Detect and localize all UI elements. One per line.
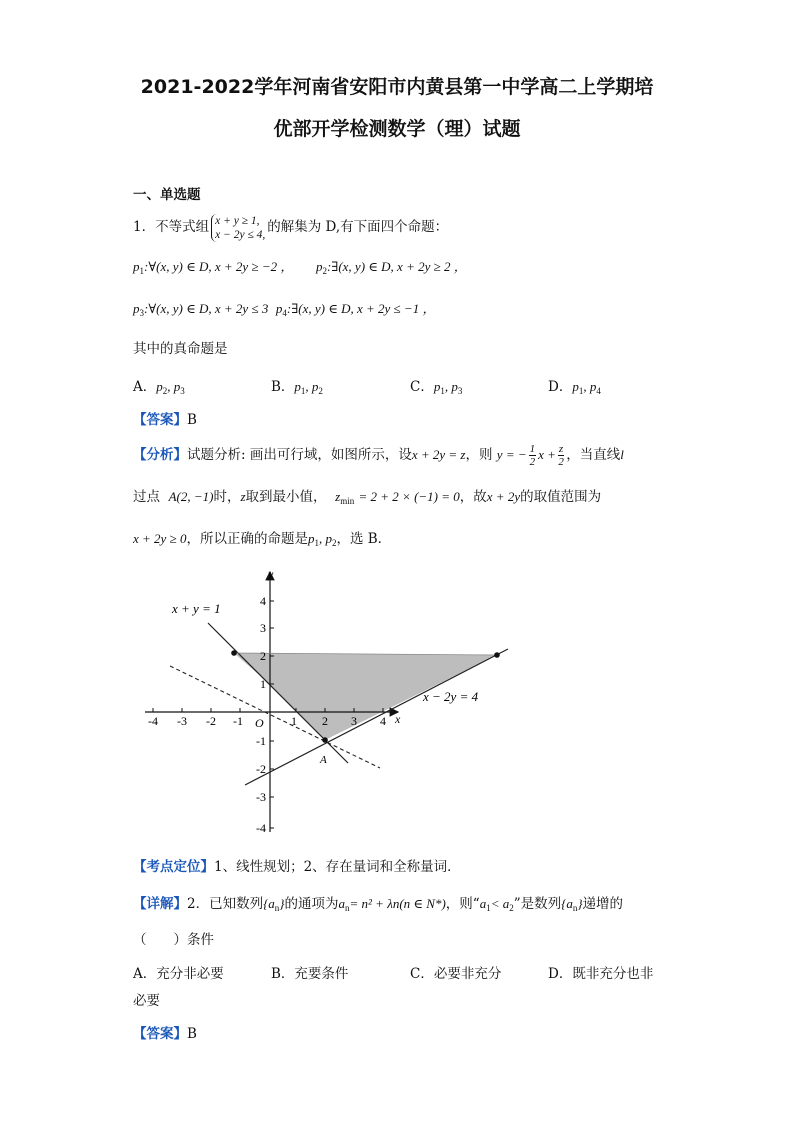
label-line2: x − 2y = 4: [423, 689, 479, 704]
answer-tag: 【答案】: [133, 412, 187, 428]
svg-text:-2: -2: [256, 762, 266, 776]
svg-text:-4: -4: [148, 714, 158, 728]
q2-option-d-continued: 必要: [133, 993, 160, 1009]
svg-text:-1: -1: [233, 714, 243, 728]
prop-p1: :∀(x, y) ∈ D, x + 2y ≥ −2 ，: [144, 259, 294, 274]
svg-text:1: 1: [291, 714, 297, 728]
prop-p3: :∀(x, y) ∈ D, x + 2y ≤ 3: [144, 301, 269, 316]
q1-sys-line1: x + y ≥ 1,: [215, 214, 260, 227]
q2-stem: 【详解】2．已知数列$\{a_n\}$的通项为$a_n= n^2 + \lambda n(n$ ∈ N*)，则“$a_1< a_2$”是数列$\{a_n\}$递增的: [133, 896, 624, 913]
q1-answer: [133, 411, 197, 429]
kaodian-tag: 【考点定位】: [133, 859, 214, 875]
q1-option-a[interactable]: A．$p_2$, $p_3$: [133, 379, 185, 396]
q1-props-row2: $p_3:\forall(x$, y) ∈ D, x + 2y ≤ 3 $p_4:\exists(x$, y) ∈ D, x + 2y ≤ −1 ，: [133, 301, 436, 318]
q1-question: 其中的真命题是: [133, 341, 228, 357]
svg-text:-4: -4: [256, 821, 266, 835]
q1-props-row1: $p_1:\forall(x$, y) ∈ D, x + 2y ≥ −2 ， $p_2:\exists(x$, y) ∈ D, x + 2y ≥ 2 ，: [133, 259, 467, 276]
q1-sys-line2: x − 2y ≤ 4,: [215, 228, 266, 241]
svg-text:3: 3: [260, 621, 266, 635]
q1-inequality-system: [211, 214, 265, 242]
q2-option-c[interactable]: C．必要非充分: [410, 966, 502, 982]
feasible-region-figure: [130, 560, 530, 840]
q1-prefix: 1．不等式组: [133, 219, 210, 235]
q1-analysis-line3: x + 2y ≥ 0，所以正确的命题是$p_1$, $p_2$，选 B．: [133, 531, 392, 548]
q1-option-d[interactable]: D．$p_1$, $p_4$: [548, 379, 601, 396]
q1-kaodian: 【考点定位】1、线性规划；2、存在量词和全称量词．: [133, 859, 461, 875]
q1-suffix: 的解集为 D,有下面四个命题：: [267, 219, 449, 235]
section-heading: 一、单选题: [133, 187, 201, 203]
svg-text:-3: -3: [177, 714, 187, 728]
analysis-tag: 【分析】: [133, 447, 187, 463]
label-line1: x + y = 1: [172, 601, 221, 616]
svg-text:-3: -3: [256, 790, 266, 804]
q1-option-b[interactable]: B．$p_1$, $p_2$: [271, 379, 323, 396]
svg-text:3: 3: [351, 714, 357, 728]
q2-option-a[interactable]: A．充分非必要: [133, 966, 224, 982]
svg-text:2: 2: [322, 714, 328, 728]
axis-y-label: y: [268, 567, 274, 581]
origin-label: O: [255, 716, 264, 730]
axis-x-label: x: [395, 712, 401, 726]
svg-text:1: 1: [260, 677, 266, 691]
fraction-half: $\frac{1}{2}$: [529, 443, 536, 468]
svg-text:2: 2: [260, 649, 266, 663]
svg-text:-1: -1: [256, 734, 266, 748]
x-tick-labels: [148, 714, 386, 728]
svg-text:-2: -2: [206, 714, 216, 728]
q1-analysis-line1: 【分析】试题分析: 画出可行域，如图所示，设x + 2y = z，则 y = − $\frac{1}{2}$ x + $\frac{z}{2}$ ，当直线l: [133, 443, 624, 468]
page-title-line2: 优部开学检测数学（理）试题: [273, 118, 521, 140]
q2-line2: （ ）条件: [133, 932, 214, 948]
y-tick-labels: [256, 594, 266, 835]
q1-option-c[interactable]: C．$p_1$, $p_3$: [410, 379, 463, 396]
q2-option-b[interactable]: B．充要条件: [271, 966, 349, 982]
point-left: [231, 650, 237, 656]
svg-text:4: 4: [260, 594, 266, 608]
q1-analysis-line2: 过点 A(2, −1)时，z取到最小值， $z_{min} = 2 + 2 \times (-1) = 0$，故x + 2y的取值范围为: [133, 489, 602, 506]
prop-p4: :∃(x, y) ∈ D, x + 2y ≤ −1 ，: [286, 301, 436, 316]
answer-value: B: [187, 412, 197, 428]
page-title-line1: 2021-2022学年河南省安阳市内黄县第一中学高二上学期培: [140, 76, 654, 98]
point-right: [494, 652, 500, 658]
detail-tag: 【详解】: [133, 896, 187, 912]
svg-text:4: 4: [380, 714, 386, 728]
fraction-z-half: $\frac{z}{2}$: [558, 443, 564, 468]
q2-option-d[interactable]: D．既非充分也非: [548, 966, 654, 982]
q2-answer: 【答案】B: [133, 1026, 197, 1042]
prop-p2: :∃(x, y) ∈ D, x + 2y ≥ 2 ，: [326, 259, 467, 274]
point-a: [322, 737, 328, 743]
q1-stem: [133, 212, 448, 242]
point-a-label: A: [320, 754, 327, 766]
